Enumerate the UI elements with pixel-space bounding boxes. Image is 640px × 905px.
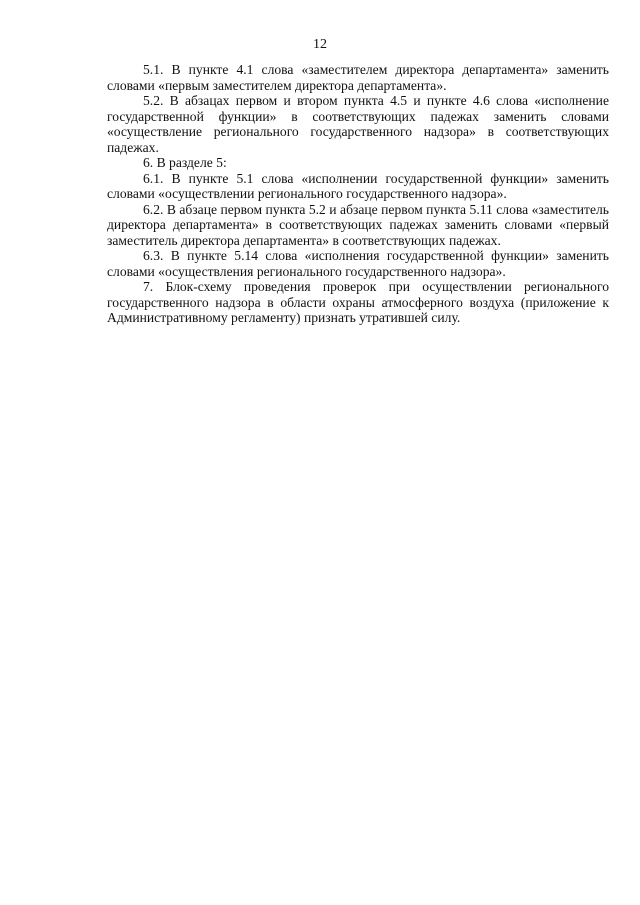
document-body xyxy=(107,62,609,326)
paragraph-6: 6. В разделе 5: xyxy=(143,155,227,170)
paragraph-5-1: 5.1. В пункте 4.1 слова «заместителем директора департамента» заменить словами «первым заместителем директора департамента». xyxy=(107,62,609,93)
paragraph-6-1: 6.1. В пункте 5.1 слова «исполнении государственной функции» заменить словами «осуществлении регионального государственного надзора». xyxy=(107,170,609,201)
page-number: 12 xyxy=(313,37,327,52)
paragraph-6-2: 6.2. В абзаце первом пункта 5.2 и абзаце первом пункта 5.11 слова «заместитель директора департамента» в соответствующих падежах заменить словами «первый заместитель директора департамента» в соответствующих падежах. xyxy=(107,201,609,248)
paragraph-5-2: 5.2. В абзацах первом и втором пункта 4.5 и пункте 4.6 слова «исполнение государственной функции» в соответствующих падежах заменить словами «осуществление регионального государственного надзора» в соответствующих падежах. xyxy=(107,93,609,155)
paragraph-7: 7. Блок-схему проведения проверок при осуществлении регионального государственного надзора в области охраны атмосферного воздуха (приложение к Административному регламенту) признать утратившей силу. xyxy=(107,279,609,325)
paragraph-6-3: 6.3. В пункте 5.14 слова «исполнения государственной функции» заменить словами «осуществления регионального государственного надзора». xyxy=(107,248,609,279)
